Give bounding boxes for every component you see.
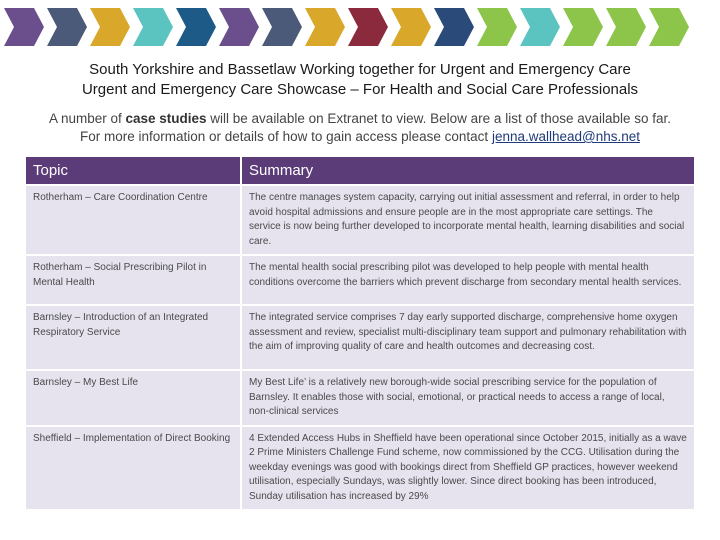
case-studies-table [26, 157, 696, 509]
table-header-row [26, 157, 695, 185]
chevron-shape [606, 8, 646, 46]
chevron-shape [649, 8, 689, 46]
table-row [26, 255, 695, 305]
title-line-2: Urgent and Emergency Care Showcase – For Health and Social Care Professionals [81, 81, 639, 98]
summary-cell: The mental health social prescribing pilot was developed to help people with mental health conditions overcome the barriers which prevent discharge from secondary mental health services. [241, 255, 695, 305]
chevron-shape [4, 8, 44, 46]
summary-cell: My Best Life’ is a relatively new borough-wide social prescribing service for the population of Barnsley. It enables those with social, emotional, or practical needs to access a range of local, non-clinical services [241, 370, 695, 426]
table-row [26, 305, 695, 370]
chevron-shape [563, 8, 603, 46]
title-line-1: South Yorkshire and Bassetlaw Working together for Urgent and Emergency Care [89, 61, 631, 78]
chevron-shape [391, 8, 431, 46]
chevron-shape [520, 8, 560, 46]
chevron-shape [219, 8, 259, 46]
chevron-shape [434, 8, 474, 46]
chevron-shape [348, 8, 388, 46]
page-title [0, 60, 720, 100]
intro-line-2 [8, 128, 712, 146]
topic-cell: Rotherham – Care Coordination Centre [26, 185, 241, 255]
summary-cell: The centre manages system capacity, carrying out initial assessment and referral, in order to help avoid hospital admissions and ensure people are in the most appropriate care settings. The service is now being further developed to incorporate mental health, learning disabilities and social care. [241, 185, 695, 255]
chevron-shape [176, 8, 216, 46]
summary-cell: The integrated service comprises 7 day early supported discharge, comprehensive home oxygen assessment and review, specialist multi-disciplinary team support and pulmonary rehabilitation with the aim of improving quality of care and health outcomes and decreasing cost. [241, 305, 695, 370]
topic-cell: Sheffield – Implementation of Direct Booking [26, 426, 241, 510]
intro-text [8, 110, 712, 146]
intro-part-2: will be available on Extranet to view. Below are a list of those available so far. [206, 111, 672, 126]
header-topic: Topic [26, 157, 241, 185]
intro-line-1 [8, 110, 712, 128]
intro-part-1: A number of [48, 111, 126, 126]
table-row [26, 185, 695, 255]
chevron-shape [477, 8, 517, 46]
summary-cell: 4 Extended Access Hubs in Sheffield have been operational since October 2015, initially as a wave 2 Prime Ministers Challenge Fund scheme, now commissioned by the CCG. Utilisation during the weekday evenings was good with bookings direct from Sheffield GP practices, however weekend utilisation, especially Sundays, was slightly lower. Since direct booking has been introduced, Sunday utilisation has increased by 29% [241, 426, 695, 510]
table-row [26, 426, 695, 510]
chevron-shape [262, 8, 302, 46]
intro-bold: case studies [125, 111, 207, 126]
chevron-banner [0, 8, 720, 46]
topic-cell: Barnsley – Introduction of an Integrated Respiratory Service [26, 305, 241, 370]
chevron-shape [305, 8, 345, 46]
table-row [26, 370, 695, 426]
chevron-shape [47, 8, 87, 46]
topic-cell: Barnsley – My Best Life [26, 370, 241, 426]
contact-email-link[interactable]: jenna.wallhead@nhs.net [491, 129, 641, 144]
topic-cell: Rotherham – Social Prescribing Pilot in Mental Health [26, 255, 241, 305]
chevron-shape [90, 8, 130, 46]
header-summary: Summary [241, 157, 695, 185]
intro-part-3: For more information or details of how to gain access please contact [79, 129, 492, 144]
chevron-shape [133, 8, 173, 46]
